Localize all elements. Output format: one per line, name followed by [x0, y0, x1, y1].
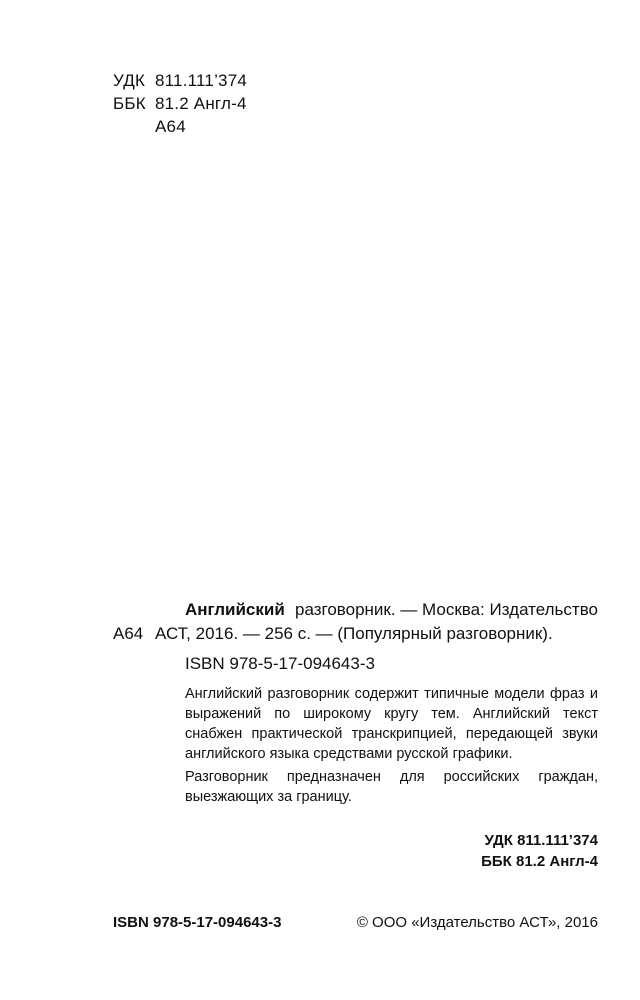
bbk-bottom: ББК 81.2 Англ-4 — [481, 853, 598, 870]
bibliographic-author-mark: А64 — [113, 624, 144, 643]
bottom-classification — [481, 830, 598, 872]
bbk-value: 81.2 Англ-4 — [155, 94, 247, 113]
annotation — [185, 684, 598, 807]
bibliographic-isbn: ISBN 978-5-17-094643-3 — [185, 654, 375, 673]
udk-value: 811.111’374 — [155, 71, 248, 90]
annotation-paragraph-1: Английский разговорник содержит типичные модели фраз и выражений по широкому кругу тем. Английский текст снабжен практической транскрипцией, передающей звуки английского языка средствами русской графики. — [185, 686, 598, 762]
udk-label: УДК — [113, 71, 146, 90]
udk-top — [113, 70, 247, 92]
bbk-label: ББК — [113, 94, 146, 113]
udk-bottom: УДК 811.111’374 — [484, 832, 598, 849]
footer-isbn: ISBN 978-5-17-094643-3 — [113, 914, 282, 931]
author-mark-top: А64 — [155, 117, 186, 136]
bbk-top — [113, 93, 247, 115]
bibliographic-line2: АСТ, 2016. — 256 с. — (Популярный разговорник). — [155, 624, 553, 643]
bibliographic-title-line — [185, 598, 598, 622]
title-bold: Английский — [185, 600, 285, 619]
annotation-paragraph-2: Разговорник предназначен для российских граждан, выезжающих за границу. — [185, 769, 598, 805]
title-rest: разговорник. — Москва: Издательство — [294, 600, 598, 619]
footer-copyright: © ООО «Издательство АСТ», 2016 — [356, 914, 598, 931]
